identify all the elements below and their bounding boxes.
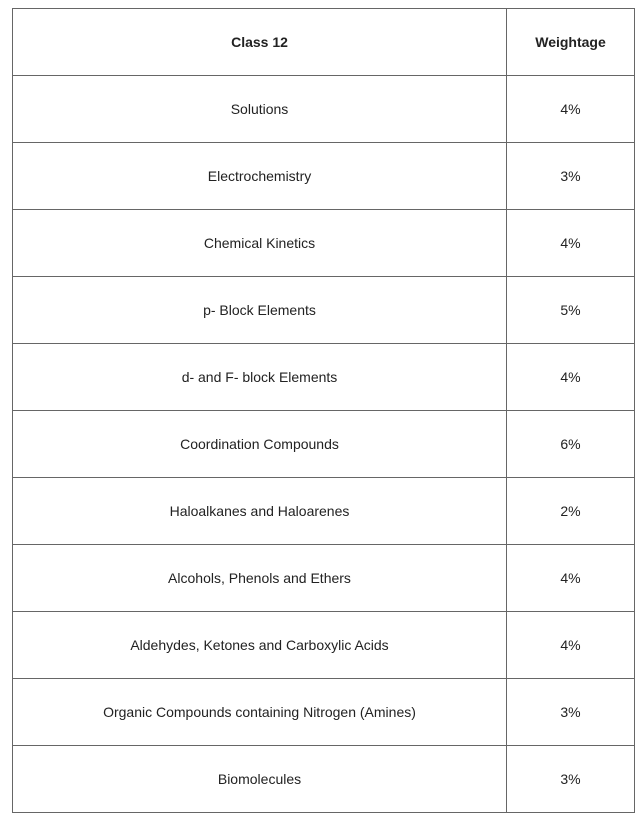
header-weightage: Weightage (507, 9, 635, 76)
table-header-row (13, 9, 635, 76)
chapter-cell: Biomolecules (13, 746, 507, 813)
header-class-12: Class 12 (13, 9, 507, 76)
table-body (13, 76, 635, 813)
weightage-cell: 4% (507, 210, 635, 277)
table-row (13, 277, 635, 344)
weightage-cell: 4% (507, 545, 635, 612)
table-row (13, 679, 635, 746)
table-row (13, 612, 635, 679)
chapter-cell: Electrochemistry (13, 143, 507, 210)
chapter-cell: Aldehydes, Ketones and Carboxylic Acids (13, 612, 507, 679)
weightage-cell: 3% (507, 679, 635, 746)
chapter-cell: Haloalkanes and Haloarenes (13, 478, 507, 545)
weightage-cell: 3% (507, 143, 635, 210)
weightage-table (12, 8, 635, 813)
table-row (13, 411, 635, 478)
chapter-cell: p- Block Elements (13, 277, 507, 344)
chapter-cell: Chemical Kinetics (13, 210, 507, 277)
table-row (13, 210, 635, 277)
chapter-cell: Alcohols, Phenols and Ethers (13, 545, 507, 612)
chapter-cell: d- and F- block Elements (13, 344, 507, 411)
weightage-cell: 3% (507, 746, 635, 813)
table-row (13, 344, 635, 411)
weightage-table-container (12, 8, 635, 813)
weightage-cell: 4% (507, 76, 635, 143)
weightage-cell: 4% (507, 612, 635, 679)
weightage-cell: 4% (507, 344, 635, 411)
table-row (13, 746, 635, 813)
table-row (13, 76, 635, 143)
weightage-cell: 5% (507, 277, 635, 344)
chapter-cell: Coordination Compounds (13, 411, 507, 478)
table-row (13, 545, 635, 612)
weightage-cell: 2% (507, 478, 635, 545)
chapter-cell: Solutions (13, 76, 507, 143)
chapter-cell: Organic Compounds containing Nitrogen (Amines) (13, 679, 507, 746)
weightage-cell: 6% (507, 411, 635, 478)
table-row (13, 478, 635, 545)
table-row (13, 143, 635, 210)
